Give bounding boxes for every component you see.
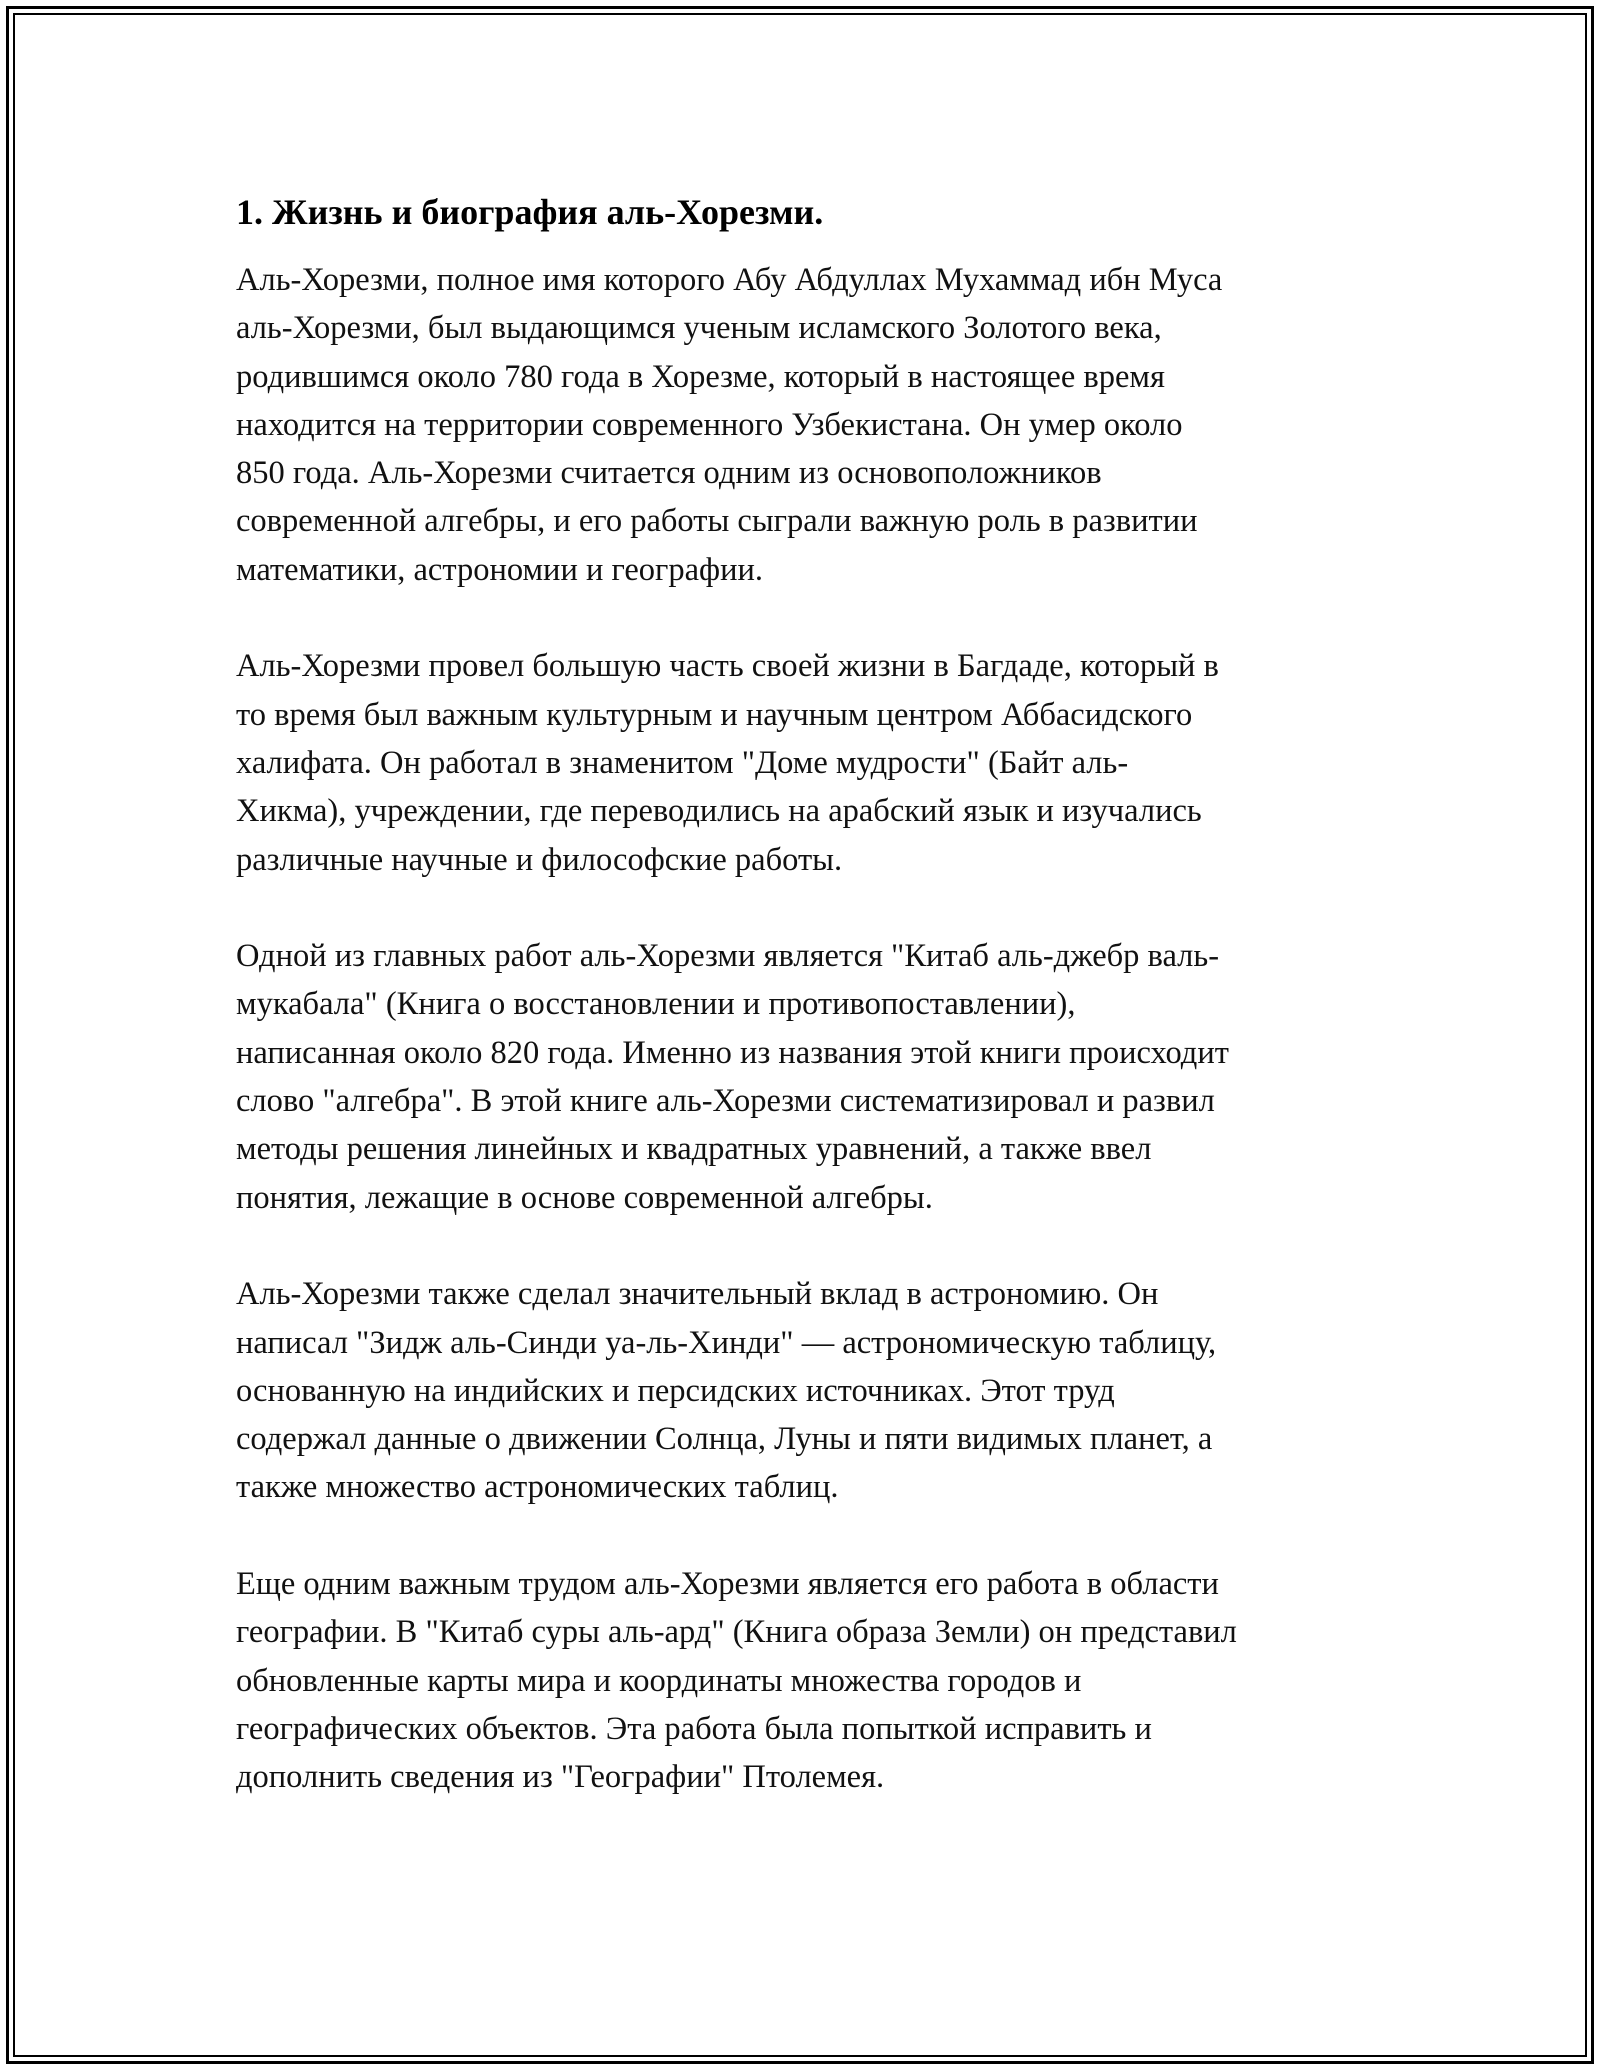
text-line: содержал данные о движении Солнца, Луны и пяти видимых планет, а: [236, 1421, 1213, 1458]
text-line: то время был важным культурным и научным центром Аббасидского: [236, 696, 1193, 733]
text-line: Хикма), учреждении, где переводились на арабский язык и изучались: [236, 793, 1202, 830]
text-line: аль-Хорезми, был выдающимся ученым исламского Золотого века,: [236, 310, 1162, 347]
text-line: географических объектов. Эта работа была попыткой исправить и: [236, 1710, 1152, 1747]
text-line: понятия, лежащие в основе современной алгебры.: [236, 1179, 933, 1216]
paragraph-3: [236, 932, 1386, 1222]
text-line: основанную на индийских и персидских источниках. Этот труд: [236, 1372, 1115, 1409]
paragraph-4: [236, 1270, 1386, 1511]
text-line: находится на территории современного Узбекистана. Он умер около: [236, 406, 1183, 443]
text-line: методы решения линейных и квадратных уравнений, а также ввел: [236, 1131, 1152, 1168]
text-line: родившимся около 780 года в Хорезме, который в настоящее время: [236, 358, 1165, 395]
document-body: [236, 188, 1386, 1850]
text-line: обновленные карты мира и координаты множества городов и: [236, 1662, 1082, 1699]
text-line: математики, астрономии и географии.: [236, 551, 764, 588]
section-heading: 1. Жизнь и биография аль-Хорезми.: [236, 192, 824, 232]
text-line: Еще одним важным трудом аль-Хорезми является его работа в области: [236, 1566, 1219, 1603]
text-line: также множество астрономических таблиц.: [236, 1469, 839, 1506]
paragraph-2: [236, 642, 1386, 883]
text-line: написал "Зидж аль-Синди уа-ль-Хинди" — астрономическую таблицу,: [236, 1324, 1217, 1361]
text-line: современной алгебры, и его работы сыграли важную роль в развитии: [236, 503, 1198, 540]
text-line: дополнить сведения из "Географии" Птолемея.: [236, 1759, 885, 1796]
text-line: различные научные и философские работы.: [236, 841, 843, 878]
text-line: Аль-Хорезми также сделал значительный вклад в астрономию. Он: [236, 1276, 1159, 1313]
paragraph-1: [236, 256, 1386, 594]
text-line: Аль-Хорезми провел большую часть своей жизни в Багдаде, который в: [236, 648, 1219, 685]
paragraph-5: [236, 1560, 1386, 1801]
text-line: халифата. Он работал в знаменитом "Доме мудрости" (Байт аль-: [236, 744, 1129, 781]
text-line: Аль-Хорезми, полное имя которого Абу Абдуллах Мухаммад ибн Муса: [236, 262, 1223, 298]
text-line: мукабала" (Книга о восстановлении и противопоставлении),: [236, 986, 1076, 1023]
text-line: написанная около 820 года. Именно из названия этой книги происходит: [236, 1034, 1229, 1071]
text-line: слово "алгебра". В этой книге аль-Хорезми систематизировал и развил: [236, 1083, 1215, 1120]
text-line: географии. В "Китаб суры аль-ард" (Книга образа Земли) он представил: [236, 1614, 1237, 1651]
text-line: 850 года. Аль-Хорезми считается одним из основоположников: [236, 455, 1102, 492]
text-line: Одной из главных работ аль-Хорезми является "Китаб аль-джебр валь-: [236, 938, 1220, 975]
